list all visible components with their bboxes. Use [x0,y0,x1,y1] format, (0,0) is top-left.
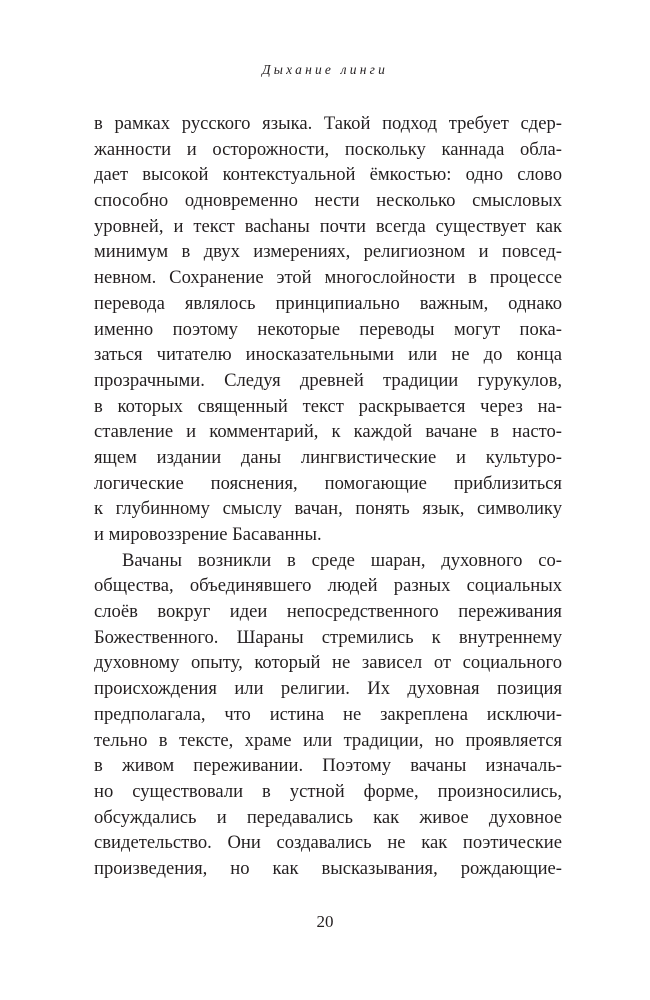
text-line: духовному опыту, который не зависел от социального [94,652,562,674]
text-line: в которых священный текст раскрывается через на- [94,395,562,417]
text-line: к глубинному смыслу вачан, понять язык, символику [94,498,562,520]
text-line: происхождения или религии. Их духовная позиция [94,678,562,700]
body-text [94,111,562,882]
running-header: Дыхание линги [261,62,389,77]
text-line: заться читателю иносказательными или не до конца [94,344,562,366]
text-line: перевода являлось принципиально важным, однако [94,292,562,314]
text-line: в рамках русского языка. Такой подход требует сдер- [94,113,562,134]
text-line: дает высокой контекстуальной ёмкостью: одно слово [94,164,562,186]
text-line: ставление и комментарий, к каждой вачане в насто- [94,421,562,443]
text-line: ящем издании даны лингвистические и культуро- [94,446,562,468]
text-line: именно поэтому некоторые переводы могут пока- [94,318,562,340]
text-line: и мировоззрение Басаванны. [94,524,322,545]
page-number: 20 [316,912,334,931]
text-line: в живом переживании. Поэтому вачаны изначаль- [94,755,562,777]
text-line: произведения, но как высказывания, рождающие- [94,857,562,879]
paragraph [94,548,562,882]
text-line: свидетельство. Они создавались не как поэтические [94,832,562,854]
text-line: невном. Сохранение этой многослойности в процессе [94,267,562,289]
text-line: слоёв вокруг идеи непосредственного переживания [94,601,562,623]
text-line: тельно в тексте, храме или традиции, но проявляется [94,729,562,751]
text-line: Божественного. Шараны стремились к внутреннему [94,626,562,648]
text-line: общества, объединявшего людей разных социальных [94,575,562,597]
text-line: Вачаны возникли в среде шаран, духовного со- [122,549,562,571]
text-line: прозрачными. Следуя древней традиции гурукулов, [94,369,562,391]
text-line: минимум в двух измерениях, религиозном и повсед- [94,241,562,263]
text-line: уровней, и текст ваchаны почти всегда существует как [94,215,562,237]
text-line: предполагала, что истина не закреплена исключи- [94,703,562,725]
text-line: жанности и осторожности, поскольку каннада обла- [94,138,562,160]
paragraph [94,111,562,548]
text-line: логические пояснения, помогающие приблизиться [94,472,562,494]
text-line: способно одновременно нести несколько смысловых [94,190,562,212]
text-line: обсуждались и передавались как живое духовное [94,806,562,828]
text-line: но существовали в устной форме, произносились, [94,780,562,802]
